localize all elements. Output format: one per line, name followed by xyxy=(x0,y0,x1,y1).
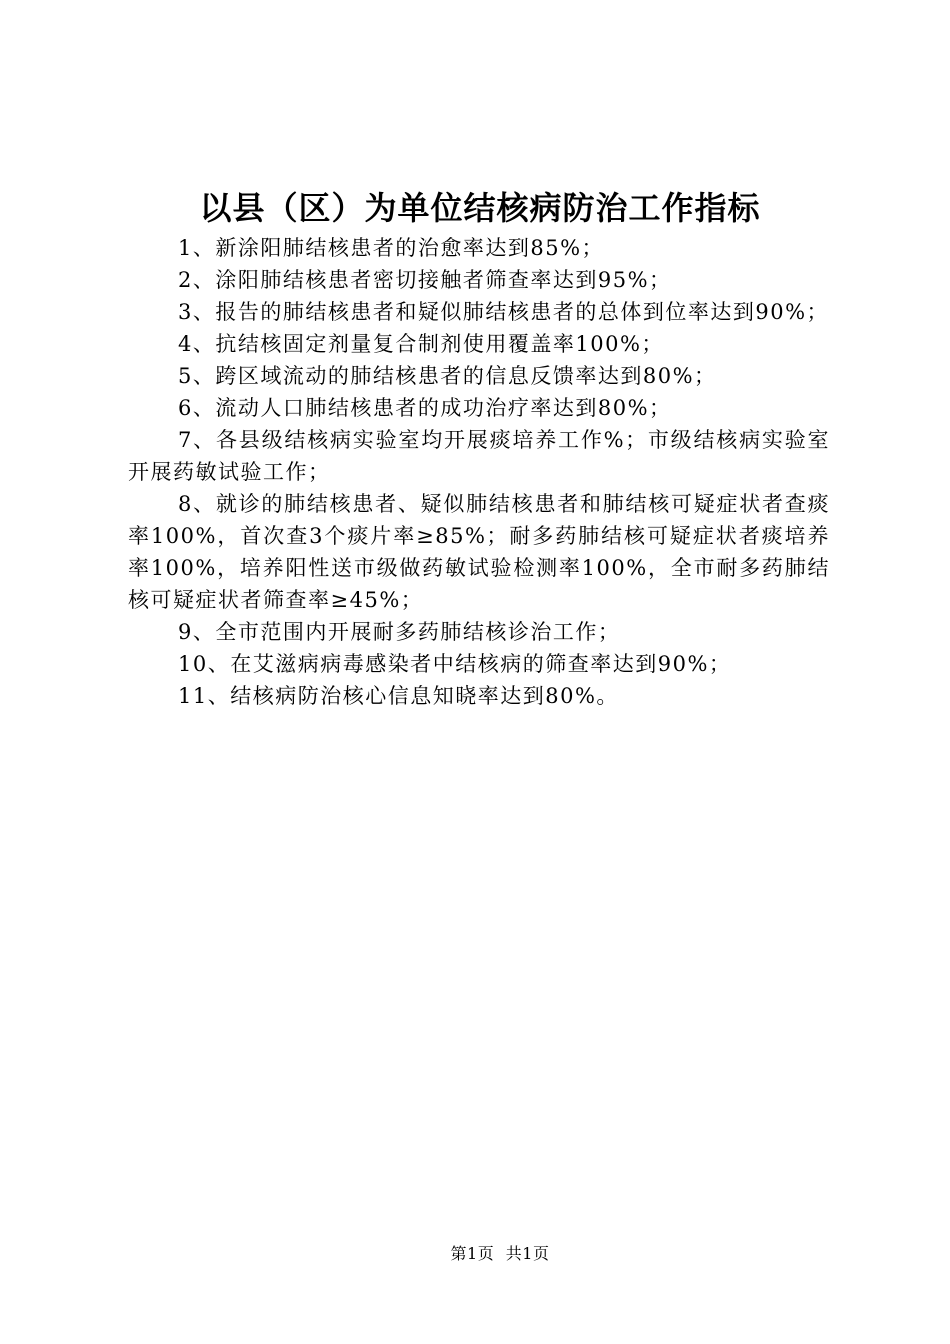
indicator-item-6: 6、流动人口肺结核患者的成功治疗率达到80%； xyxy=(178,396,672,420)
indicator-item-8: 8、就诊的肺结核患者、疑似肺结核患者和肺结核可疑症状者查痰率100%，首次查3个痰片率≥85%；耐多药肺结核可疑症状者痰培养率100%，培养阳性送市级做药敏试验检测率100%，全市耐多药肺结核可疑症状者筛查率≥45%； xyxy=(128,492,830,612)
page-number-total: 共1页 xyxy=(505,1244,550,1263)
page-footer xyxy=(0,1242,950,1266)
indicator-item-11: 11、结核病防治核心信息知晓率达到80%。 xyxy=(178,684,619,708)
indicator-item-5: 5、跨区域流动的肺结核患者的信息反馈率达到80%； xyxy=(178,364,717,388)
page-number-current: 第1页 xyxy=(450,1244,495,1263)
indicator-item-9: 9、全市范围内开展耐多药肺结核诊治工作； xyxy=(178,620,621,644)
indicator-item-2: 2、涂阳肺结核患者密切接触者筛查率达到95%； xyxy=(178,268,672,292)
document-title: 以县（区）为单位结核病防治工作指标 xyxy=(199,189,761,227)
indicator-item-7: 7、各县级结核病实验室均开展痰培养工作%；市级结核病实验室开展药敏试验工作； xyxy=(128,428,830,484)
indicator-item-4: 4、抗结核固定剂量复合制剂使用覆盖率100%； xyxy=(178,332,664,356)
indicator-item-1: 1、新涂阳肺结核患者的治愈率达到85%； xyxy=(178,236,605,260)
indicator-item-10: 10、在艾滋病病毒感染者中结核病的筛查率达到90%； xyxy=(178,652,732,676)
document-body xyxy=(128,232,830,712)
indicator-item-3: 3、报告的肺结核患者和疑似肺结核患者的总体到位率达到90%； xyxy=(178,300,830,324)
